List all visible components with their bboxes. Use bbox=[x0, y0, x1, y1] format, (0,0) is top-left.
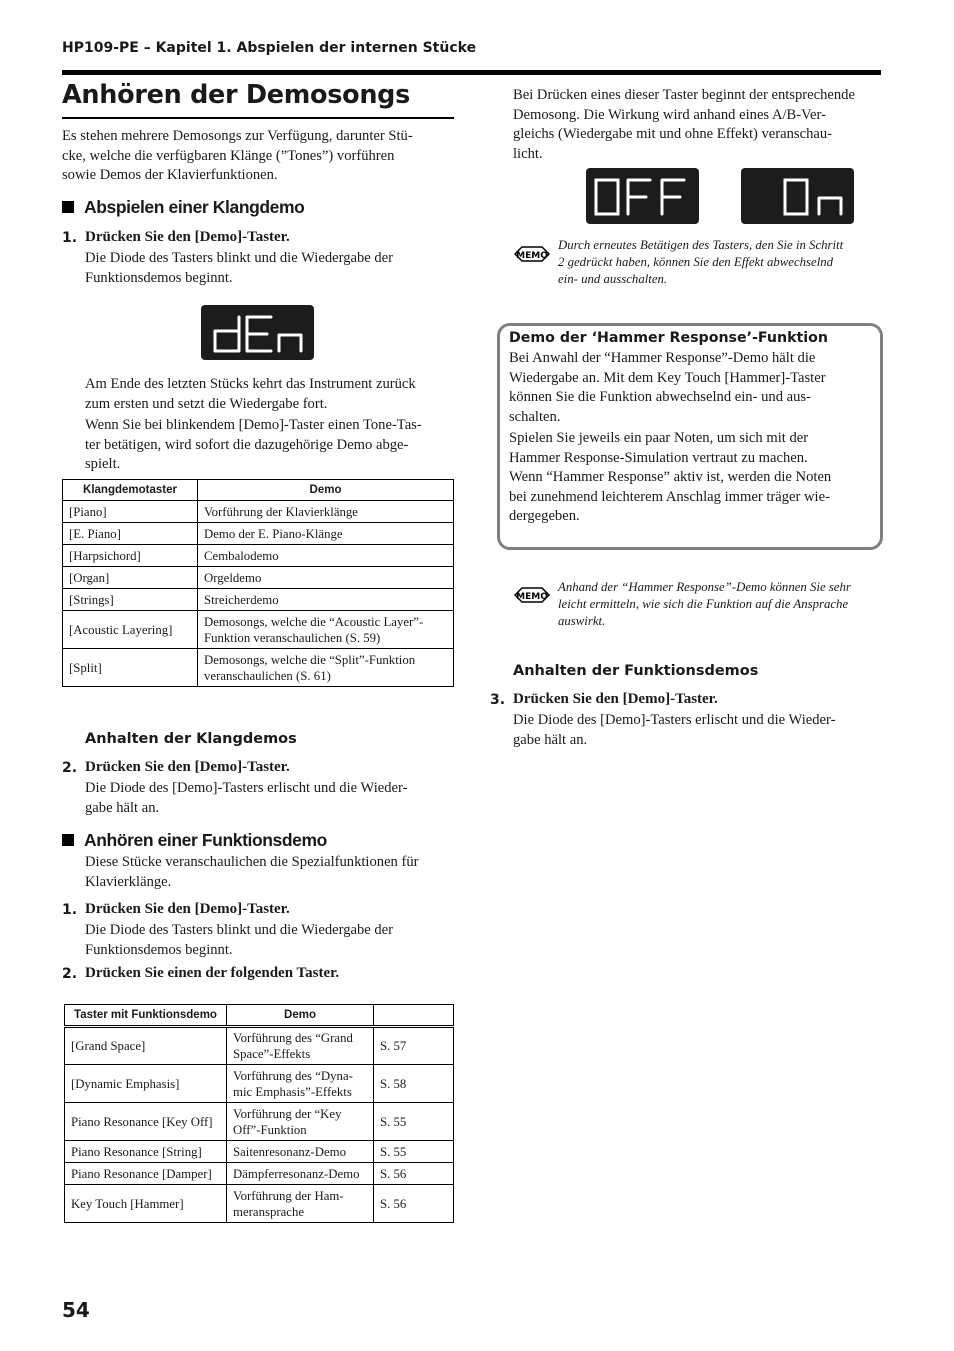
box-paragraph-1: Bei Anwahl der “Hammer Response”-Demo hält die Wiedergabe an. Mit dem Key Touch [Hammer]-Taster können Sie die Funktion abwechselnd ein- und aus- schalten. bbox=[509, 350, 826, 425]
section-heading-klangdemo: Abspielen einer Klangdemo bbox=[62, 197, 304, 218]
section-intro: Diese Stücke veranschaulichen die Spezialfunktionen für Klavierklänge. bbox=[85, 854, 419, 890]
step-text: Die Diode des Tasters blinkt und die Wiedergabe der Funktionsdemos beginnt. bbox=[85, 250, 394, 286]
page-title: Anhören der Demosongs bbox=[62, 80, 410, 110]
right-intro-paragraph: Bei Drücken eines dieser Taster beginnt der entsprechende Demosong. Die Wirkung wird anhand eines A/B-Ver- gleichs (Wiedergabe mit und ohne Effekt) veranschau- licht. bbox=[513, 87, 855, 162]
svg-text:MEMO: MEMO bbox=[516, 592, 548, 602]
step-number: 2. bbox=[62, 966, 78, 982]
memo-note-2: Anhand der “Hammer Response”-Demo können Sie sehr leicht ermitteln, wie sich die Funktion auf die Ansprache auswirkt. bbox=[558, 580, 851, 628]
step-title: Drücken Sie den [Demo]-Taster. bbox=[85, 229, 290, 245]
step-text: Die Diode des [Demo]-Tasters erlischt und die Wieder- gabe hält an. bbox=[85, 780, 408, 816]
step-text: Die Diode des [Demo]-Tasters erlischt und die Wieder- gabe hält an. bbox=[513, 712, 836, 748]
memo-icon bbox=[513, 586, 551, 609]
table-row: [Acoustic Layering] Demosongs, welche die “Acoustic Layer”- Funktion veranschaulichen (S. 59) bbox=[63, 611, 454, 649]
table-row: [E. Piano] Demo der E. Piano-Klänge bbox=[63, 523, 454, 545]
memo-icon bbox=[513, 245, 551, 268]
square-bullet-icon bbox=[62, 834, 74, 846]
table-row: [Strings] Streicherdemo bbox=[63, 589, 454, 611]
table-row: Key Touch [Hammer] Vorführung der Ham- meransprache S. 56 bbox=[65, 1185, 454, 1223]
paragraph-loop: Am Ende des letzten Stücks kehrt das Instrument zurück zum ersten und setzt die Wiedergabe fort. bbox=[85, 376, 416, 412]
table-row: [Grand Space] Vorführung des “Grand Space”-Effekts S. 57 bbox=[65, 1027, 454, 1065]
title-rule bbox=[62, 117, 454, 119]
step-title: Drücken Sie einen der folgenden Taster. bbox=[85, 965, 340, 981]
section-heading-funktionsdemo: Anhören einer Funktionsdemo bbox=[62, 830, 327, 851]
step-number: 1. bbox=[62, 902, 78, 918]
table-row: [Dynamic Emphasis] Vorführung des “Dyna- mic Emphasis”-Effekts S. 58 bbox=[65, 1065, 454, 1103]
step-number: 1. bbox=[62, 230, 78, 246]
box-title: Demo der ‘Hammer Response’-Funktion bbox=[509, 330, 828, 346]
lcd-off-icon bbox=[586, 168, 699, 224]
lcd-on-icon bbox=[741, 168, 854, 224]
intro-paragraph: Es stehen mehrere Demosongs zur Verfügung, darunter Stü- cke, welche die verfügbaren Klänge (”Tones”) vorführen sowie Demos der Klavierfunktionen. bbox=[62, 128, 413, 184]
table-row: Piano Resonance [Key Off] Vorführung der “Key Off”-Funktion S. 55 bbox=[65, 1103, 454, 1141]
step-number: 3. bbox=[490, 692, 506, 708]
table-row: [Piano] Vorführung der Klavierklänge bbox=[63, 501, 454, 523]
header-rule bbox=[62, 70, 881, 75]
table-row: Piano Resonance [Damper] Dämpferresonanz-Demo S. 56 bbox=[65, 1163, 454, 1185]
step-number: 2. bbox=[62, 760, 78, 776]
page-number: 54 bbox=[62, 1298, 90, 1322]
table-row: Piano Resonance [String] Saitenresonanz-Demo S. 55 bbox=[65, 1141, 454, 1163]
step-title: Drücken Sie den [Demo]-Taster. bbox=[513, 691, 718, 707]
table-header-row: Klangdemotaster Demo bbox=[63, 480, 454, 501]
paragraph-tone: Wenn Sie bei blinkendem [Demo]-Taster einen Tone-Tas- ter betätigen, wird sofort die dazugehörige Demo abge- spielt. bbox=[85, 417, 422, 473]
subheading-stop-funktionsdemos: Anhalten der Funktionsdemos bbox=[513, 663, 759, 679]
lcd-display-off bbox=[586, 168, 699, 224]
memo-note-1: Durch erneutes Betätigen des Tasters, den Sie in Schritt 2 gedrückt haben, können Sie den Effekt abwechselnd ein- und ausschalten. bbox=[558, 238, 844, 286]
table-header-row: Taster mit Funktionsdemo Demo bbox=[65, 1005, 454, 1027]
table-row: [Split] Demosongs, welche die “Split”-Funktion veranschaulichen (S. 61) bbox=[63, 649, 454, 687]
lcd-display-den bbox=[201, 305, 314, 360]
step-title: Drücken Sie den [Demo]-Taster. bbox=[85, 901, 290, 917]
square-bullet-icon bbox=[62, 201, 74, 213]
funktionsdemo-table bbox=[64, 1004, 454, 1223]
table-row: [Harpsichord] Cembalodemo bbox=[63, 545, 454, 567]
step-text: Die Diode des Tasters blinkt und die Wiedergabe der Funktionsdemos beginnt. bbox=[85, 922, 394, 958]
table-row: [Organ] Orgeldemo bbox=[63, 567, 454, 589]
lcd-den-icon bbox=[201, 305, 314, 360]
box-paragraph-2: Spielen Sie jeweils ein paar Noten, um sich mit der Hammer Response-Simulation vertraut zu machen. Wenn “Hammer Response” aktiv ist, werden die Noten bei zunehmend leichterem Anschlag immer träger wie- dergegeben. bbox=[509, 430, 832, 525]
step-title: Drücken Sie den [Demo]-Taster. bbox=[85, 759, 290, 775]
running-header: HP109-PE – Kapitel 1. Abspielen der internen Stücke bbox=[62, 40, 477, 56]
lcd-display-on bbox=[741, 168, 854, 224]
klangdemo-table bbox=[62, 479, 454, 687]
subheading-stop-klangdemos: Anhalten der Klangdemos bbox=[85, 731, 297, 747]
svg-text:MEMO: MEMO bbox=[516, 251, 548, 261]
